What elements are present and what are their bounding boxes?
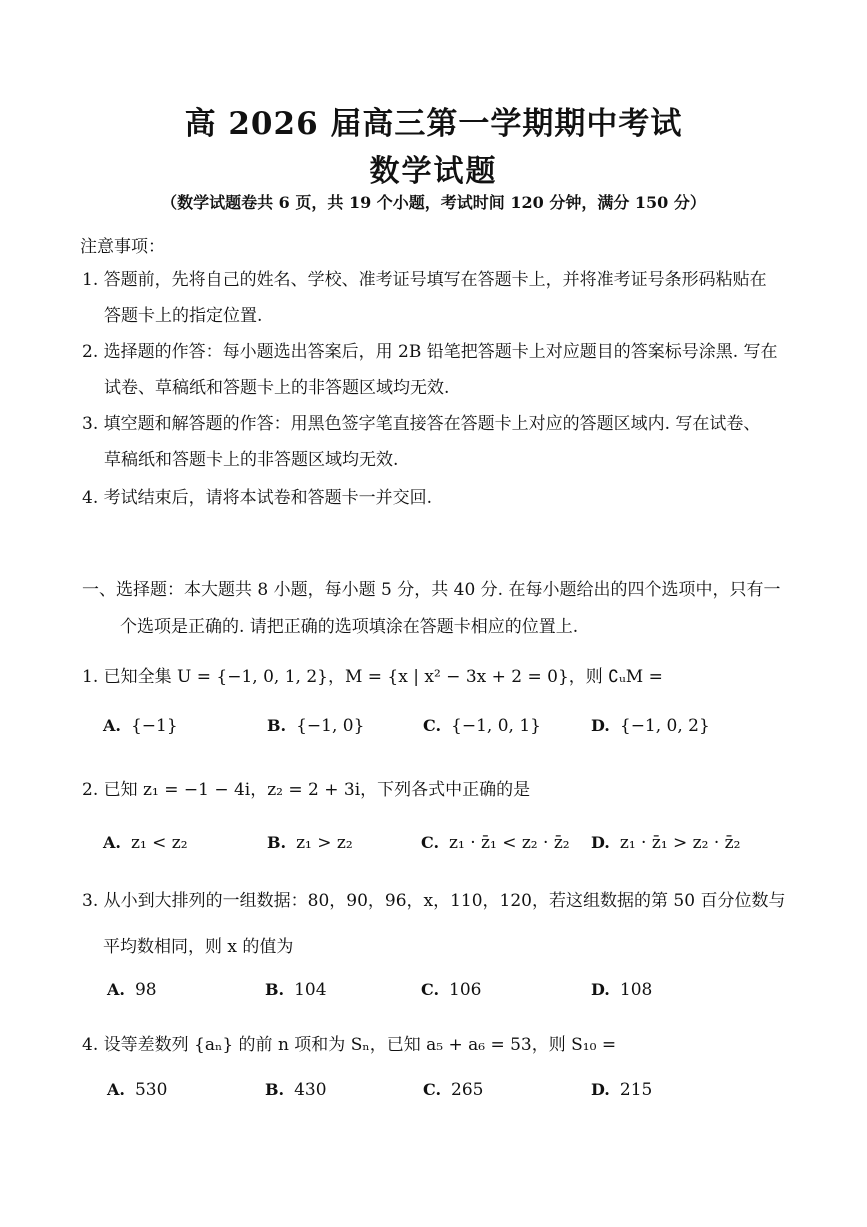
question-1-options (103, 716, 803, 746)
question-4-options (103, 1080, 803, 1110)
option-b: B. 430 (265, 1080, 327, 1100)
option-b: B. {−1, 0} (267, 716, 365, 736)
option-c: C. 265 (423, 1080, 484, 1100)
question-3-stem: 3. 从小到大排列的一组数据：80，90，96，x，110，120，若这组数据的第 50 百分位数与 (82, 891, 786, 911)
option-d: D. {−1, 0, 2} (591, 716, 710, 736)
option-a: A. z₁ < z₂ (103, 833, 188, 853)
notice-item-3 (82, 406, 802, 478)
option-d: D. z₁ · z̄₁ > z₂ · z̄₂ (591, 833, 741, 853)
notice-item-line: 4. 考试结束后，请将本试卷和答题卡一并交回. (82, 488, 433, 508)
notice-item-line: 1. 答题前，先将自己的姓名、学校、准考证号填写在答题卡上，并将准考证号条形码粘贴在 (82, 270, 767, 290)
subject-title: 数学试题 (369, 154, 498, 189)
question-1-stem: 1. 已知全集 U = {−1, 0, 1, 2}，M = {x | x² − 3x + 2 = 0}，则 ∁ᵤM = (82, 667, 663, 687)
notice-item-line: 草稿纸和答题卡上的非答题区域均无效. (104, 450, 399, 470)
notice-heading: 注意事项： (80, 237, 165, 257)
option-c: C. 106 (421, 980, 482, 1000)
option-c: C. z₁ · z̄₁ < z₂ · z̄₂ (421, 833, 570, 853)
exam-info: （数学试题卷共 6 页，共 19 个小题，考试时间 120 分钟，满分 150 分） (161, 193, 706, 212)
notice-item-line: 3. 填空题和解答题的作答：用黑色签字笔直接答在答题卡上对应的答题区域内. 写在试卷、 (82, 414, 761, 434)
question-3-options (103, 980, 803, 1010)
notice-item-line: 答题卡上的指定位置. (104, 306, 263, 326)
notice-item-1 (82, 262, 802, 334)
question-2-options (103, 833, 803, 863)
option-b: B. 104 (265, 980, 327, 1000)
option-d: D. 215 (591, 1080, 653, 1100)
option-d: D. 108 (591, 980, 653, 1000)
exam-title: 高 2026 届高三第一学期期中考试 (184, 106, 683, 142)
section-line: 一、选择题：本大题共 8 小题，每小题 5 分，共 40 分. 在每小题给出的四个选项中，只有一 (82, 580, 781, 600)
notice-item-line: 试卷、草稿纸和答题卡上的非答题区域均无效. (104, 378, 450, 398)
section-line: 个选项是正确的. 请把正确的选项填涂在答题卡相应的位置上. (120, 617, 579, 637)
notice-item-4 (82, 480, 802, 516)
question-3-stem-continued: 平均数相同，则 x 的值为 (103, 937, 294, 957)
section-heading (82, 572, 782, 646)
notice-item-line: 2. 选择题的作答：每小题选出答案后，用 2B 铅笔把答题卡上对应题目的答案标号涂黑. 写在 (82, 342, 778, 362)
notice-item-2 (82, 334, 802, 406)
question-4-stem: 4. 设等差数列 {aₙ} 的前 n 项和为 Sₙ，已知 a₅ + a₆ = 53，则 S₁₀ = (82, 1035, 617, 1055)
question-2-stem: 2. 已知 z₁ = −1 − 4i，z₂ = 2 + 3i，下列各式中正确的是 (82, 780, 531, 800)
option-b: B. z₁ > z₂ (267, 833, 353, 853)
option-a: A. 98 (107, 980, 157, 1000)
option-a: A. 530 (107, 1080, 168, 1100)
option-a: A. {−1} (103, 716, 178, 736)
option-c: C. {−1, 0, 1} (423, 716, 541, 736)
